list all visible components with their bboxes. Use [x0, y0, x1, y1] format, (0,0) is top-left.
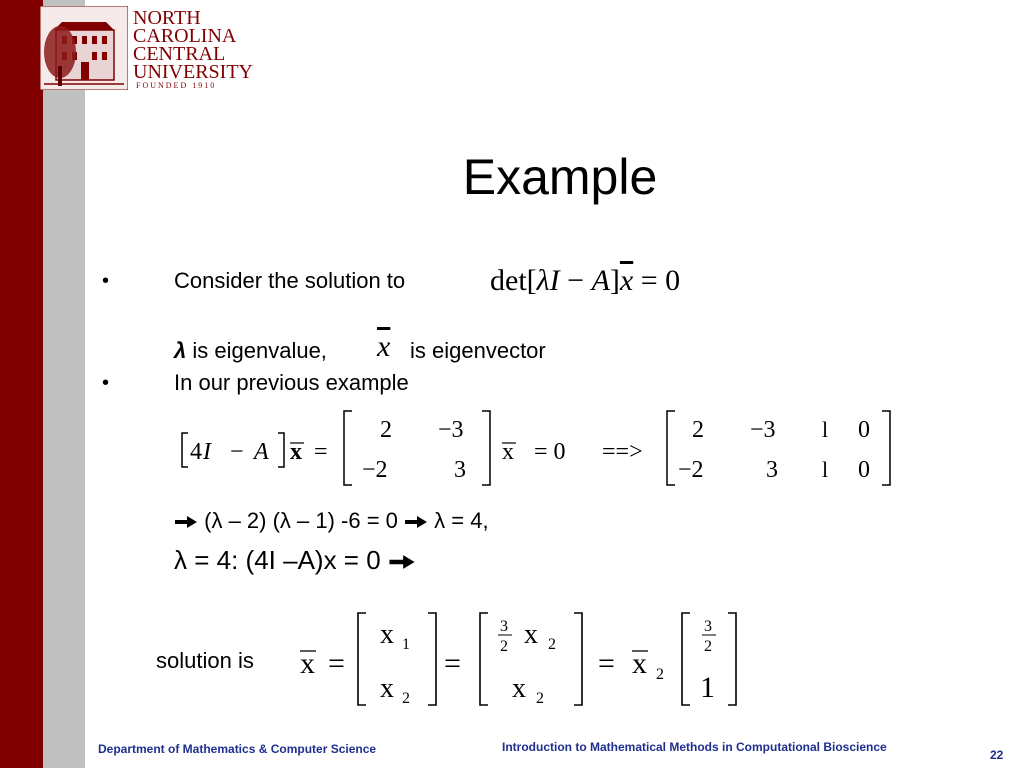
- char-eq-text: (λ – 2) (λ – 1) -6 = 0: [204, 508, 398, 533]
- sol-x1: x: [380, 619, 394, 650]
- lambda-four-text: λ = 4,: [434, 508, 489, 533]
- sol-x2c: x: [512, 673, 526, 704]
- determinant-equation: [490, 264, 680, 298]
- det-xbar: $\overline{x}$: [619, 264, 634, 297]
- bracket-lhs-open: [182, 433, 188, 467]
- bracket-m2-open: [667, 411, 675, 485]
- bullet2-text: In our previous example: [174, 370, 409, 395]
- m22: 3: [454, 457, 466, 483]
- building-tree-emblem: [40, 6, 128, 90]
- eigen-lambda: λ: [174, 338, 187, 363]
- sol-eq2: =: [444, 647, 461, 680]
- a23: l: [822, 457, 829, 482]
- solution-label: solution is: [156, 648, 254, 673]
- sol-frac-den: 2: [500, 638, 508, 655]
- det-I: I: [549, 264, 560, 297]
- bracket-s1-open: [358, 613, 366, 705]
- eigenvalue-text: is eigenvalue,: [192, 338, 327, 363]
- a12: −3: [750, 417, 776, 443]
- sol-eq3: =: [598, 647, 615, 680]
- left-maroon-band: [0, 0, 43, 768]
- right-arrow-icon: [174, 515, 198, 529]
- a14: 0: [858, 417, 870, 443]
- sol-x2b: x: [524, 619, 538, 650]
- bracket-m1-close: [482, 411, 490, 485]
- logo-line-central: CENTRAL: [133, 43, 226, 65]
- sol-frac2-num: 3: [704, 618, 712, 635]
- lhs-A: A: [254, 439, 269, 465]
- bullet-dot-2: •: [102, 372, 110, 394]
- lhs-4: 4: [190, 439, 202, 465]
- bracket-s1-close: [428, 613, 436, 705]
- m1-x: x: [502, 439, 514, 465]
- right-arrow-icon: [388, 554, 416, 570]
- lhs-x-bold: x: [290, 439, 302, 465]
- slide-title: Example: [462, 149, 658, 205]
- m12: −3: [438, 417, 464, 443]
- a13: l: [822, 417, 829, 442]
- matrix-equation: [170, 405, 910, 495]
- lhs-minus: −: [230, 439, 244, 465]
- det-A: A: [591, 264, 610, 297]
- sol-sub2: 2: [402, 690, 410, 707]
- implies-arrow-text: ==>: [602, 439, 643, 465]
- sol-sub2b: 2: [548, 636, 556, 653]
- eigen-xbar: [377, 330, 390, 364]
- sol-frac2-den: 2: [704, 638, 712, 655]
- eigenvector-xbar: $\overline{x}$: [377, 330, 391, 363]
- a24: 0: [858, 457, 870, 483]
- sol-x: x: [300, 647, 315, 680]
- sol-eq1: =: [328, 647, 345, 680]
- m11: 2: [380, 417, 392, 443]
- right-arrow-icon: [404, 515, 428, 529]
- sol-xbar: x: [632, 647, 647, 680]
- bullet1-text: Consider the solution to: [174, 268, 406, 293]
- det-open: det[: [490, 264, 537, 297]
- footer-department: Department of Mathematics & Computer Science: [98, 742, 377, 756]
- sol-sub2d: 2: [656, 666, 664, 683]
- logo-founded: FOUNDED 1910: [136, 81, 217, 90]
- university-logo: [40, 6, 255, 92]
- solution-equation: [292, 605, 752, 715]
- bullet-dot-1: •: [102, 270, 110, 292]
- bracket-s3-close: [728, 613, 736, 705]
- det-rhs: = 0: [640, 264, 681, 297]
- sol-one: 1: [700, 671, 715, 704]
- sol-sub2c: 2: [536, 690, 544, 707]
- det-lambda: λ: [536, 264, 550, 297]
- lhs-equals: =: [314, 439, 328, 465]
- lambda-four-eq: λ = 4: (4I –A)x = 0: [174, 545, 381, 575]
- logo-line-university: UNIVERSITY: [133, 61, 253, 83]
- characteristic-line: [174, 508, 489, 534]
- eigenvector-text: is eigenvector: [410, 338, 546, 363]
- eq-zero: = 0: [534, 439, 566, 465]
- a11: 2: [692, 417, 704, 443]
- eigen-line: [174, 338, 327, 364]
- det-minus: −: [567, 264, 585, 297]
- bracket-m2-close: [882, 411, 890, 485]
- left-gray-band: [43, 0, 85, 768]
- a22: 3: [766, 457, 778, 483]
- bracket-s2-open: [480, 613, 488, 705]
- bracket-m1-open: [344, 411, 352, 485]
- sol-sub1: 1: [402, 636, 410, 653]
- a21: −2: [678, 457, 704, 483]
- bracket-lhs-close: [278, 433, 284, 467]
- logo-line-north: NORTH: [133, 7, 201, 29]
- sol-x2: x: [380, 673, 394, 704]
- bracket-s2-close: [574, 613, 582, 705]
- logo-line-carolina: CAROLINA: [133, 25, 237, 47]
- footer-course-title: Introduction to Mathematical Methods in Computational Bioscience: [502, 740, 887, 754]
- bracket-s3-open: [682, 613, 690, 705]
- lambda-four-line: [174, 545, 416, 576]
- footer-page-number: 22: [990, 748, 1004, 762]
- sol-frac-num: 3: [500, 618, 508, 635]
- m21: −2: [362, 457, 388, 483]
- lhs-I: I: [203, 439, 211, 465]
- det-close: ]: [609, 264, 620, 297]
